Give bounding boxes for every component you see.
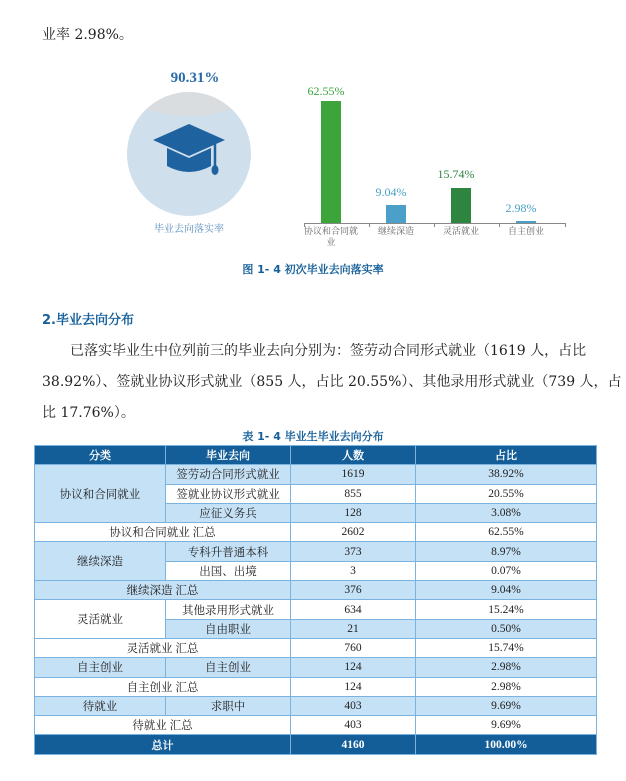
figure-caption: 图 1- 4 初次毕业去向落实率 [242, 263, 384, 276]
total-label: 总计 [35, 735, 291, 754]
destination-table [34, 445, 597, 755]
category-cell: 协议和合同就业 [35, 465, 166, 523]
subtotal-row [35, 677, 597, 696]
paragraph-line: 38.92%）、签就业协议形式就业（855 人，占比 20.55%）、其他录用形式就业（739 人，占 [42, 374, 622, 390]
subtotal-label: 待就业 汇总 [35, 716, 291, 735]
bar-chart [296, 78, 576, 248]
subtotal-label: 灵活就业 汇总 [35, 638, 291, 657]
count-cell: 376 [291, 581, 416, 600]
axis-tick [565, 223, 566, 227]
ratio-cell: 2.98% [416, 677, 597, 696]
destination-cell: 签就业协议形式就业 [166, 484, 291, 503]
section-title: 2.毕业去向分布 [42, 313, 134, 328]
bar-value-label: 62.55% [307, 84, 345, 98]
gauge-circle [127, 92, 251, 216]
category-cell: 自主创业 [35, 658, 166, 677]
count-cell: 403 [291, 716, 416, 735]
x-axis-label: 协议和合同就业 [303, 227, 358, 248]
subtotal-label: 协议和合同就业 汇总 [35, 523, 291, 542]
bar-flexible-employment [451, 188, 471, 223]
bar-value-label: 2.98% [505, 201, 537, 215]
ratio-cell: 15.74% [416, 638, 597, 657]
gauge-label: 毕业去向落实率 [154, 224, 224, 235]
count-cell: 21 [291, 619, 416, 638]
ratio-cell: 9.69% [416, 716, 597, 735]
table-row [35, 600, 597, 619]
destination-cell: 其他录用形式就业 [166, 600, 291, 619]
count-cell: 128 [291, 503, 416, 522]
ratio-cell: 15.24% [416, 600, 597, 619]
x-axis [304, 223, 566, 224]
total-count: 4160 [291, 735, 416, 754]
count-cell: 124 [291, 658, 416, 677]
category-cell: 灵活就业 [35, 600, 166, 639]
intro-text: 业率 2.98%。 [42, 27, 133, 43]
destination-cell: 自由职业 [166, 619, 291, 638]
header-destination: 毕业去向 [166, 446, 291, 465]
count-cell: 855 [291, 484, 416, 503]
total-ratio: 100.00% [416, 735, 597, 754]
ratio-cell: 3.08% [416, 503, 597, 522]
table-header-row [35, 446, 597, 465]
header-count: 人数 [291, 446, 416, 465]
count-cell: 634 [291, 600, 416, 619]
ratio-cell: 0.50% [416, 619, 597, 638]
bar-agreement-contract [321, 101, 341, 223]
table-row [35, 542, 597, 561]
category-cell: 继续深造 [35, 542, 166, 581]
count-cell: 2602 [291, 523, 416, 542]
ratio-cell: 8.97% [416, 542, 597, 561]
destination-cell: 自主创业 [166, 658, 291, 677]
ratio-cell: 9.04% [416, 581, 597, 600]
table-row [35, 658, 597, 677]
subtotal-row [35, 581, 597, 600]
x-axis-label: 自主创业 [507, 227, 544, 237]
paragraph-line: 已落实毕业生中位列前三的毕业去向分别为：签劳动合同形式就业（1619 人，占比 [70, 343, 587, 359]
x-axis-label: 继续深造 [377, 227, 414, 237]
destination-cell: 应征义务兵 [166, 503, 291, 522]
ratio-cell: 9.69% [416, 696, 597, 715]
gauge-fill-remainder [127, 92, 251, 116]
paragraph-line: 比 17.76%）。 [42, 405, 135, 421]
header-ratio: 占比 [416, 446, 597, 465]
ratio-cell: 2.98% [416, 658, 597, 677]
bar-further-study [386, 205, 406, 223]
bar-value-label: 9.04% [375, 185, 407, 199]
x-axis-label: 灵活就业 [442, 227, 479, 237]
destination-cell: 求职中 [166, 696, 291, 715]
subtotal-row [35, 523, 597, 542]
ratio-cell: 38.92% [416, 465, 597, 484]
count-cell: 403 [291, 696, 416, 715]
subtotal-row [35, 638, 597, 657]
gauge-value: 90.31% [170, 70, 220, 86]
count-cell: 1619 [291, 465, 416, 484]
count-cell: 3 [291, 561, 416, 580]
destination-cell: 签劳动合同形式就业 [166, 465, 291, 484]
header-category: 分类 [35, 446, 166, 465]
total-row [35, 735, 597, 754]
subtotal-row [35, 716, 597, 735]
graduation-cap-icon [151, 122, 227, 186]
subtotal-label: 自主创业 汇总 [35, 677, 291, 696]
table-row [35, 696, 597, 715]
destination-cell: 出国、出境 [166, 561, 291, 580]
ratio-cell: 20.55% [416, 484, 597, 503]
subtotal-label: 继续深造 汇总 [35, 581, 291, 600]
category-cell: 待就业 [35, 696, 166, 715]
table-row [35, 465, 597, 484]
ratio-cell: 62.55% [416, 523, 597, 542]
count-cell: 373 [291, 542, 416, 561]
count-cell: 760 [291, 638, 416, 657]
ratio-cell: 0.07% [416, 561, 597, 580]
bar-value-label: 15.74% [437, 167, 475, 181]
count-cell: 124 [291, 677, 416, 696]
table-caption: 表 1- 4 毕业生毕业去向分布 [242, 430, 384, 443]
destination-cell: 专科升普通本科 [166, 542, 291, 561]
